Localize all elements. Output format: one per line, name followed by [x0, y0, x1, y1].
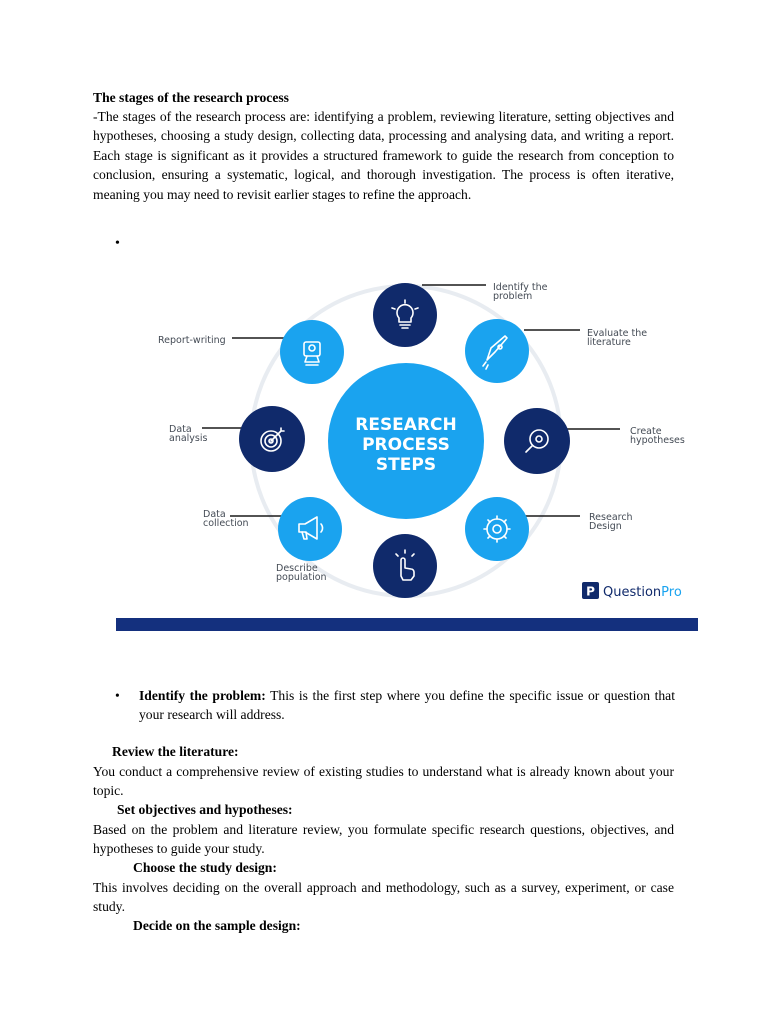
research-process-figure: [116, 262, 698, 632]
questionpro-logo: [582, 582, 682, 600]
intro-paragraph: -The stages of the research process are: identifying a problem, reviewing literature, setting objectives and hypotheses, choosing a study design, collecting data, processing and analysing data, and writing a report. Each stage is significant as it provides a structured framework to guide the research from conception to conclusion, ensuring a systematic, logical, and thorough investigation. The process is often iterative, meaning you may need to revisit earlier stages to refine the approach.: [93, 109, 674, 202]
document-heading: The stages of the research process: [93, 90, 289, 105]
label-analysis-line2: analysis: [169, 433, 208, 444]
figure-bottom-bar: [116, 618, 698, 631]
label-identify-line2: problem: [493, 291, 533, 302]
section-text-objectives: Based on the problem and literature review, you formulate specific research questions, objectives, and hypotheses to guide your study.: [93, 822, 674, 857]
step-circle-report: [280, 320, 344, 384]
label-identify-line1: Identify the: [493, 282, 548, 293]
step-circle-collection: [278, 497, 342, 561]
label-literature-line2: literature: [587, 337, 631, 348]
bullet-content: [139, 686, 675, 725]
label-population-line1: Describe: [276, 563, 318, 574]
label-hypotheses-line2: hypotheses: [630, 435, 685, 446]
section-title-sample: Decide on the sample design:: [133, 918, 301, 933]
step-circle-identify: [373, 283, 437, 347]
center-title-line1: RESEARCH: [355, 415, 457, 435]
bullet-title: Identify the problem:: [139, 688, 266, 703]
label-hypotheses-line1: Create: [630, 426, 662, 437]
bullet-identify-problem: [115, 686, 675, 725]
center-title-line3: STEPS: [375, 455, 437, 475]
label-design-line2: Design: [589, 521, 622, 532]
bullet-mark: •: [115, 688, 120, 703]
section-text-review: You conduct a comprehensive review of existing studies to understand what is already known about your topic.: [93, 764, 674, 799]
label-literature-line1: Evaluate the: [587, 328, 648, 339]
label-analysis-line1: Data: [169, 424, 192, 435]
section-title-review: Review the literature:: [112, 744, 239, 759]
bullet-text: This is the first step where you define the specific issue or question that your research will address.: [139, 688, 675, 723]
label-population-line2: population: [276, 572, 327, 583]
label-design-line1: Research: [589, 512, 633, 523]
logo-wordmark: [603, 585, 682, 600]
logo-name-part-b: Pro: [661, 585, 682, 600]
research-process-diagram: [116, 262, 698, 632]
section-title-objectives: Set objectives and hypotheses:: [117, 802, 293, 817]
label-report-line1: Report-writing: [158, 335, 226, 346]
label-collection-line1: Data: [203, 509, 226, 520]
step-circle-design: [465, 497, 529, 561]
section-text-design: This involves deciding on the overall approach and methodology, such as a survey, experiment, or case study.: [93, 880, 674, 915]
label-collection-line2: collection: [203, 518, 249, 529]
step-circle-literature: [465, 319, 529, 383]
empty-bullet: •: [115, 236, 120, 251]
logo-name-part-a: Question: [603, 585, 662, 600]
center-title-line2: PROCESS: [362, 435, 450, 455]
section-title-design: Choose the study design:: [133, 860, 277, 875]
logo-letter: P: [586, 584, 595, 599]
